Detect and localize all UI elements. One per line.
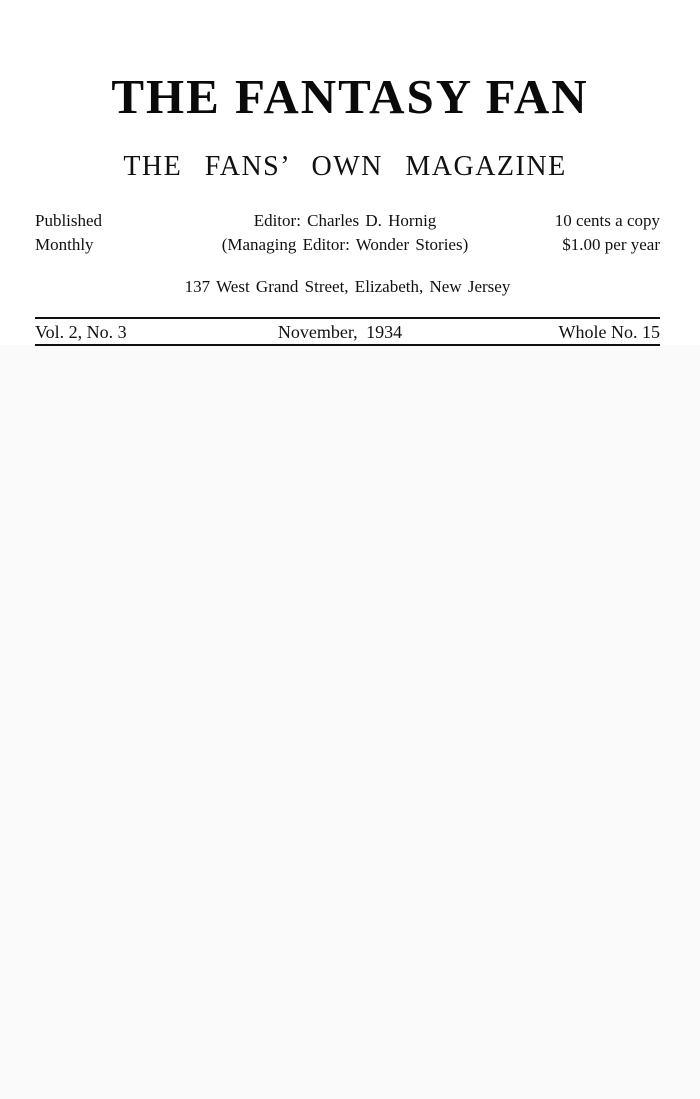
magazine-subtitle: THE FANS’ OWN MAGAZINE [123, 151, 567, 182]
publisher-address: 137 West Grand Street, Elizabeth, New Jersey [184, 277, 511, 296]
issue-rule-top [35, 317, 660, 319]
frequency-line-1: Published [35, 211, 103, 230]
page-body-shade [30, 355, 670, 415]
issue-rule-bottom [35, 344, 660, 346]
price-per-year: $1.00 per year [562, 235, 660, 254]
issue-date: November, 1934 [277, 322, 403, 342]
frequency-line-2: Monthly [35, 235, 94, 254]
issue-whole-number: Whole No. 15 [558, 322, 660, 342]
issue-volume: Vol. 2, No. 3 [35, 322, 127, 342]
magazine-title: THE FANTASY FAN [111, 69, 589, 124]
price-per-copy: 10 cents a copy [554, 211, 660, 230]
managing-editor-credit: (Managing Editor: Wonder Stories) [221, 235, 469, 254]
editor-credit: Editor: Charles D. Hornig [253, 211, 437, 230]
page-body-area [0, 345, 700, 1099]
